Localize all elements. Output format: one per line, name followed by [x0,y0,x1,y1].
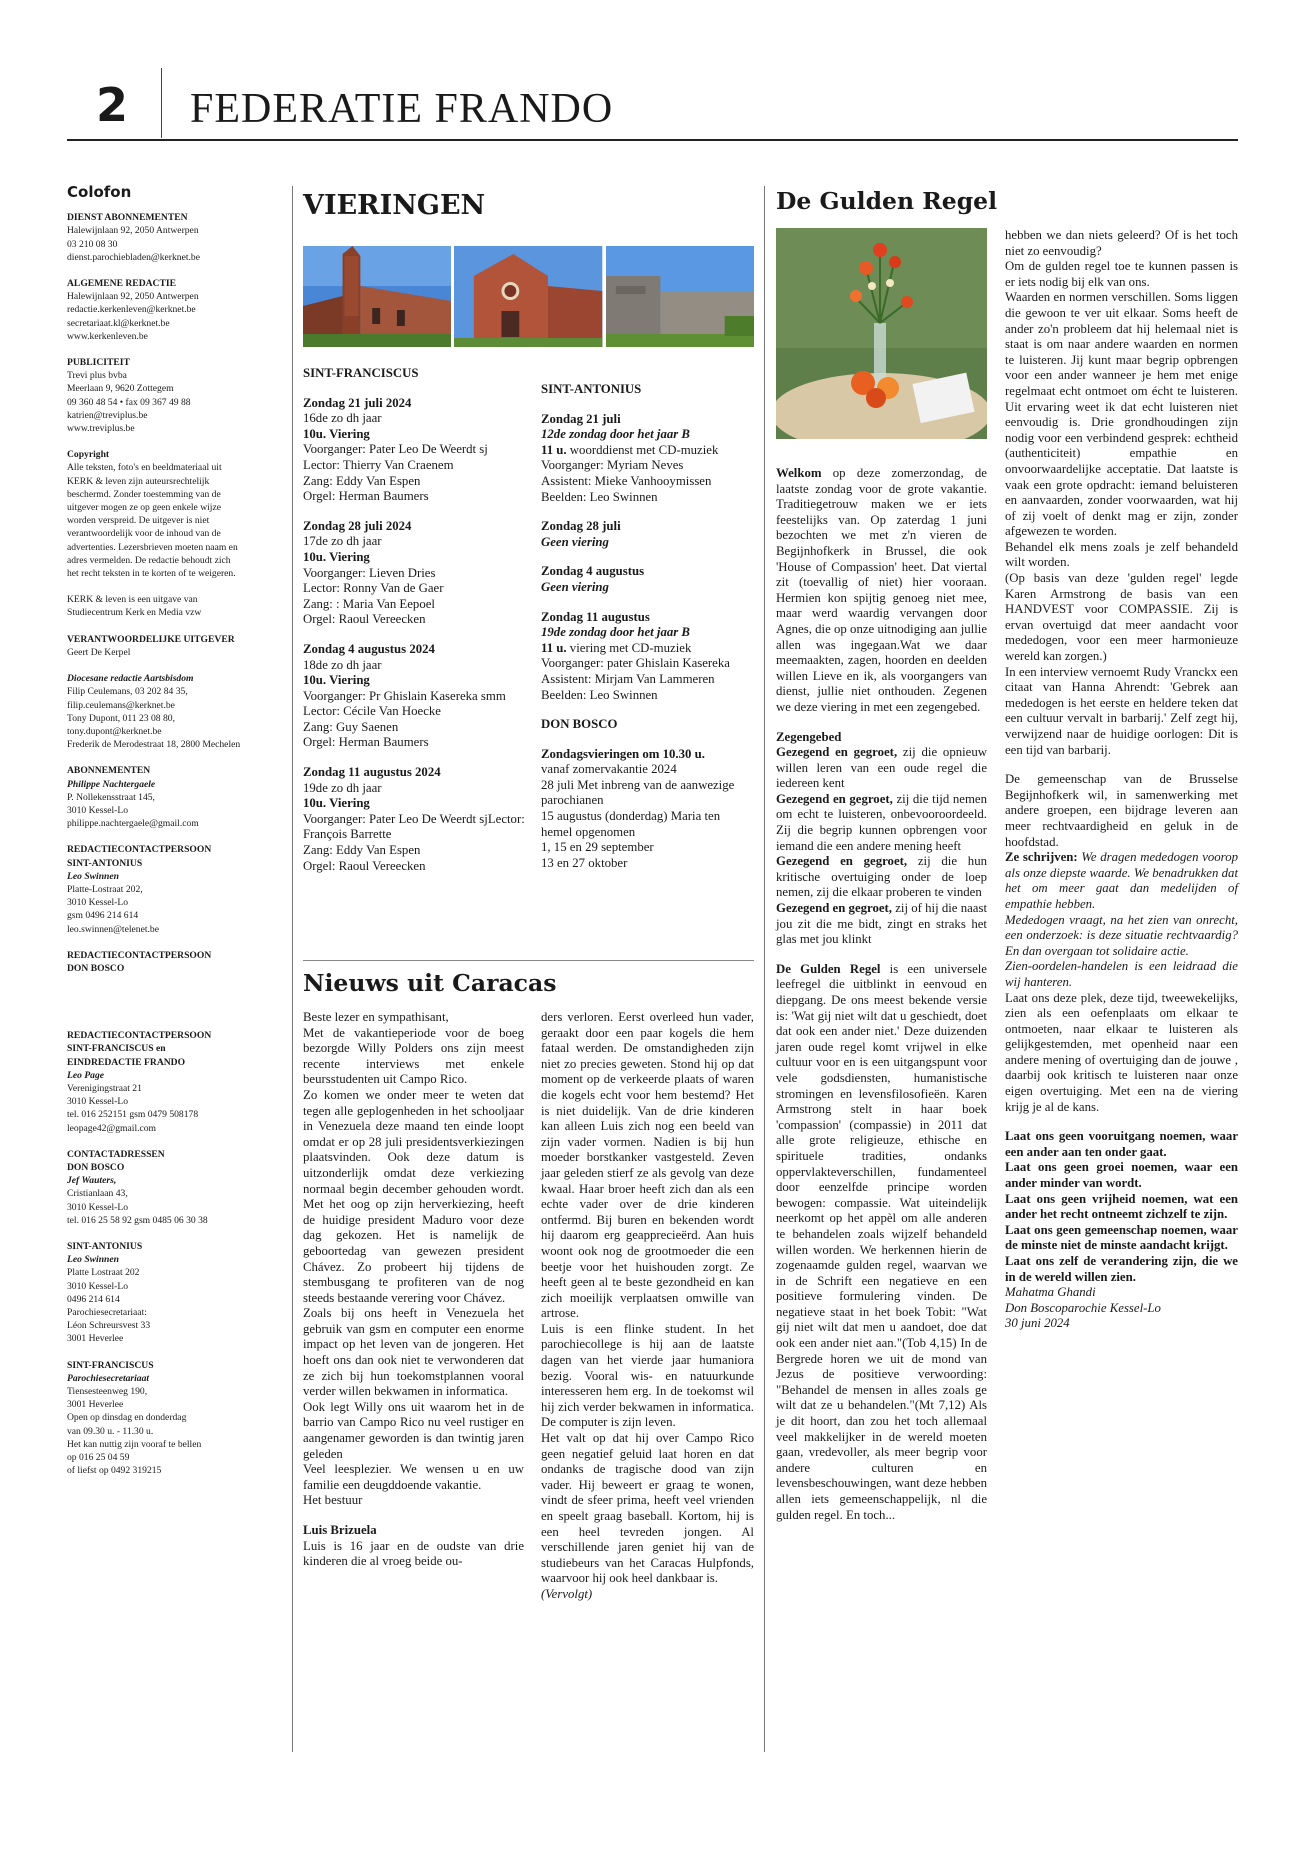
vieringen-paragraph: Zondag 4 augustus 2024 [303,641,435,656]
colofon-line: ALGEMENE REDACTIE [67,278,177,290]
colofon-body [67,211,272,1477]
colofon-line: Leo Page [67,1069,105,1081]
gulden-paragraph: Mahatma Ghandi [1005,1285,1096,1300]
vieringen-paragraph: 10u. Viering [303,673,370,688]
column-separator [764,186,765,1752]
church-photo-red-brick [454,246,602,347]
vieringen-paragraph: Voorganger: Pater Leo De Weerdt sjLector: François Barrette [303,811,525,842]
lead-in: Gezegend en gegroet, [776,854,908,869]
gulden-regel-column-left [776,466,987,1523]
colofon-line: katrien@treviplus.be [67,409,148,421]
colofon-block [67,1240,272,1346]
colofon-title: Colofon [67,183,132,201]
colofon-line: gsm 0496 214 614 [67,910,139,922]
colofon-line: of liefst op 0492 319215 [67,1465,162,1477]
colofon-block [67,593,272,619]
colofon-line: dienst.parochiebladen@kerknet.be [67,251,200,263]
gulden-paragraph: Laat ons geen vooruitgang noemen, waar een ander aan ten onder gaat. [1005,1129,1238,1159]
colofon-line: Léon Schreursvest 33 [67,1320,151,1332]
vieringen-paragraph: 19de zondag door het jaar B [541,625,690,640]
vieringen-paragraph: Beelden: Leo Swinnen [541,687,658,702]
lead-in: Gezegend en gegroet, [776,745,898,760]
vieringen-paragraph: Orgel: Herman Baumers [303,489,429,504]
church-photo-strip [303,246,754,347]
flower-vase-photo [776,228,987,439]
colofon-block [67,448,272,580]
colofon-line: beschermd. Zonder toestemming van de [67,488,221,500]
caracas-paragraph: Zo komen we onder meer te weten dat tegen alle geplogenheden in het schooljaar in Venezuela deze maand ten einde loopt omdat er op 28 juli presidentsverkiezingen plaatsvinden. Ook deze datum is uitzonderlijk omdat deze verkiezing normaal begin december gehouden wordt. Met het oog op zijn herverkiezing, heeft de huidige president Maduro voor deze dag gekozen. Het is namelijk de geboortedag van gewezen president Chávez. Zo probeert hij tijdens de stembusgang te profiteren van de nog steeds bestaande verering voor Chávez. [303,1087,524,1305]
colofon-line: tel. 016 25 58 92 gsm 0485 06 30 38 [67,1214,208,1226]
colofon-line: 3001 Heverlee [67,1399,124,1411]
caracas-paragraph: Luis is 16 jaar en de oudste van drie kinderen die al vroeg beide ou- [303,1538,524,1569]
paragraph-gap [303,628,525,642]
church-photo-brick-tower [303,246,451,347]
gulden-paragraph [776,901,987,948]
caracas-column-left [303,1010,524,1570]
colofon-line: DON BOSCO [67,1161,125,1173]
colofon-line: Cristianlaan 43, [67,1188,128,1200]
vieringen-paragraph: 16de zo dh jaar [303,411,382,426]
gulden-paragraph [776,792,987,854]
gulden-paragraph [1005,850,1238,912]
caracas-paragraph: Het valt op dat hij over Campo Rico geen negatief geluid laat horen en dat ondanks de tragische dood van zijn vader. Hij beweert er graag te wonen, vindt de sfeer prima, heeft veel vrienden en speelt graag baseball. Kortom, hij is een heel tevreden jongen. Al verschillende jaren geniet hij van de studiebeurs van het Caracas Hulpfonds, waarvoor hij ook heel dankbaar is. [541,1431,754,1586]
paragraph-text: zij die opnieuw willen leren van een oude regel die iedereen kent [776,745,987,791]
colofon-line: REDACTIECONTACTPERSOON [67,844,212,856]
vieringen-paragraph: Zondag 4 augustus [541,564,645,579]
colofon-line: DON BOSCO [67,962,125,974]
vieringen-paragraph: 1, 15 en 29 september [541,840,654,855]
column-separator [292,186,293,1752]
caracas-paragraph: (Vervolgt) [541,1586,593,1601]
header-separator [161,68,162,138]
paragraph-gap [541,550,754,564]
lead-in: Gezegend en gegroet, [776,901,893,916]
colofon-block [67,764,272,830]
paragraph-gap [541,398,754,412]
colofon-line: 0496 214 614 [67,1293,120,1305]
paragraph-gap [541,505,754,519]
colofon-line: Parochiesecretariaat: [67,1307,147,1319]
vieringen-paragraph: Zang: Guy Saenen [303,719,399,734]
paragraph-text: zij die tijd nemen om echt te luisteren, onbevooroordeeld. Zij die begrip kunnen opbrengen voor iemand die een andere mening heeft [776,791,987,853]
colofon-line: 3010 Kessel-Lo [67,804,129,816]
vieringen-paragraph: Beelden: Leo Swinnen [541,489,658,504]
caracas-column-right [541,1010,754,1603]
colofon-line: Meerlaan 9, 9620 Zottegem [67,383,174,395]
colofon-block [67,949,272,975]
gulden-paragraph: Zien-oordelen-handelen is een leidraad die wij hanteren. [1005,959,1238,989]
gulden-paragraph: Laat ons geen gemeenschap noemen, waar de minste niet de minste aandacht krijgt. [1005,1222,1238,1253]
vieringen-paragraph: Zondag 11 augustus [541,609,650,624]
time-label: 11 u. [541,442,567,457]
vieringen-paragraph: 28 juli Met inbreng van de aanwezige parochianen [541,777,735,808]
paragraph-gap [303,505,525,519]
vieringen-paragraph: Zondag 21 juli [541,411,621,426]
vieringen-paragraph: Zang: : Maria Van Eepoel [303,596,435,611]
vieringen-paragraph: Zang: Eddy Van Espen [303,473,421,488]
colofon-line: Diocesane redactie Aartsbisdom [67,673,194,685]
gulden-paragraph: Zegengebed [776,729,842,744]
colofon-line: Parochiesecretariaat [67,1372,150,1384]
gulden-paragraph: Behandel elk mens zoals je zelf behandeld wilt worden. [1005,539,1238,570]
vieringen-paragraph: Voorganger: Pr Ghislain Kasereka smm [303,688,506,703]
caracas-paragraph: Het bestuur [303,1493,363,1508]
vieringen-paragraph: Assistent: Mieke Vanhooymissen [541,473,712,488]
vieringen-paragraph: Voorganger: Lieven Dries [303,565,436,580]
vieringen-paragraph: 10u. Viering [303,549,370,564]
gulden-paragraph: Laat ons zelf de verandering zijn, die we in de wereld willen zien. [1005,1254,1238,1284]
gulden-paragraph [776,854,987,901]
vieringen-paragraph: SINT-ANTONIUS [541,382,642,396]
colofon-line: KERK & leven zijn auteursrechtelijk [67,475,210,487]
colofon-line: www.kerkenleven.be [67,330,148,342]
vieringen-paragraph: 12de zondag door het jaar B [541,427,690,442]
colofon-line: filip.ceulemans@kerknet.be [67,699,175,711]
caracas-title: Nieuws uit Caracas [303,969,557,997]
paragraph-gap [541,596,754,610]
colofon-line: Open op dinsdag en donderdag [67,1412,187,1424]
vieringen-paragraph: Zondag 28 juli 2024 [303,518,412,533]
colofon-line: Philippe Nachtergaele [67,778,156,790]
colofon-block [67,1029,272,1135]
colofon-line: Geert De Kerpel [67,646,131,658]
caracas-paragraph: Luis is een flinke student. In het parochiecollege is hij aan de laatste dagen van het vierde jaar humaniora bezig. Vooral wis- en natuurkunde interesseren hem erg. In de toekomst wil hij zich verder bekwamen in informatica. De computer is zijn leven. [541,1321,754,1430]
vieringen-paragraph: Geen viering [541,534,609,549]
colofon-line: P. Nollekensstraat 145, [67,791,155,803]
lead-in: Welkom [776,466,822,480]
colofon-line: secretariaat.kl@kerknet.be [67,317,170,329]
gulden-paragraph: Don Boscoparochie Kessel-Lo [1005,1300,1161,1315]
colofon-line: Alle teksten, foto's en beeldmateriaal uit [67,462,222,474]
colofon-line: leo.swinnen@telenet.be [67,923,159,935]
gulden-paragraph [776,466,987,716]
colofon-line: 03 210 08 30 [67,238,118,250]
colofon-line: Het kan nuttig zijn vooraf te bellen [67,1438,202,1450]
vieringen-paragraph: Voorganger: pater Ghislain Kasereka [541,656,730,671]
vieringen-title: VIERINGEN [303,190,486,221]
colofon-line: advertenties. Lezersbrieven moeten naam en [67,541,238,553]
vieringen-paragraph: vanaf zomervakantie 2024 [541,762,677,777]
colofon-line: REDACTIECONTACTPERSOON [67,1030,212,1042]
colofon-line: 3010 Kessel-Lo [67,1096,129,1108]
colofon-block [67,633,272,659]
colofon-line: Leo Swinnen [67,1254,119,1266]
colofon-line: tel. 016 252151 gsm 0479 508178 [67,1109,199,1121]
paragraph-text: woorddienst met CD-muziek [566,442,719,457]
colofon-line: CONTACTADRESSEN [67,1148,165,1160]
caracas-paragraph: Ook legt Willy ons uit waarom het in de barrio van Campo Rico nu veel rustiger en aangenamer geworden is dan twintig jaren geleden [303,1399,524,1461]
colofon-line: Jef Wauters, [67,1175,117,1187]
lead-in: De Gulden Regel [776,961,881,976]
colofon-line: Frederik de Merodestraat 18, 2800 Mechelen [67,739,241,751]
colofon-line: op 016 25 04 59 [67,1452,130,1464]
page-title: FEDERATIE FRANDO [190,86,614,132]
paragraph-gap [1005,1115,1238,1129]
section-rule [303,960,754,961]
paragraph-text: zij of hij die naast jou zit die me bidt, zingt en straks het glas met jou klinkt [776,901,987,947]
colofon-line: Filip Ceulemans, 03 202 84 35, [67,686,188,698]
colofon-block [67,1359,272,1478]
gulden-paragraph: Laat ons deze plek, deze tijd, tweewekelijks, zien als een oefenplaats om elkaar te ontmoeten, naar elkaar te luisteren als gelijkgestemden, met openheid naar een andere mening of overtuiging dan de jouwe , daarbij ook kritisch te luisteren naar onze eigen overtuiging. Met een na de viering krijg je al de kans. [1005,990,1238,1114]
gulden-paragraph: Mededogen vraagt, na het zien van onrecht, een onderzoek: is deze situatie rechtvaardig? En dan overgaan tot solidaire actie. [1005,912,1238,958]
gulden-paragraph: In een interview vernoemt Rudy Vranckx een citaat van Hanna Ahrendt: 'Gebrek aan mededogen is het eerste en heldere teken dat een cultuur vervalt in barbarij.' Zelf zegt hij, verwijzend naar de huidige oorlogen: Dit is een tijd van barbarij. [1005,664,1238,757]
vieringen-paragraph: Voorganger: Myriam Neves [541,458,684,473]
paragraph-text: We dragen mededogen voorop als onze diepste waarde. We benadrukken dat het om meer gaat dan medelijden of empathie hebben. [1005,850,1238,911]
colofon-line: adres vermelden. De redactie behoudt zich [67,554,231,566]
colofon-line: Platte Lostraat 202 [67,1267,140,1279]
colofon-line: REDACTIECONTACTPERSOON [67,949,212,961]
gulden-paragraph [776,745,987,792]
vieringen-sint-franciscus [303,366,525,874]
vieringen-paragraph [541,641,754,657]
colofon-line: verantwoordelijk voor de inhoud van de [67,528,221,540]
gulden-paragraph: Laat ons geen groei noemen, waar een ander minder van wordt. [1005,1160,1238,1191]
paragraph-gap [541,733,754,747]
vieringen-paragraph: Zondag 21 juli 2024 [303,395,412,410]
colofon-line: redactie.kerkenleven@kerknet.be [67,304,196,316]
church-photo-modern-gray [606,246,754,347]
colofon-line: Studiecentrum Kerk en Media vzw [67,607,202,619]
colofon-line: KERK & leven is een uitgave van [67,594,198,606]
colofon-block [67,843,272,935]
colofon-line: worden verspreid. De uitgever is niet [67,515,210,527]
gulden-paragraph: De gemeenschap van de Brusselse Begijnhofkerk wil, in samenwerking met andere groepen, een bijdrage leveren aan meer rechtvaardigheid en geluk in de hoofdstad. [1005,772,1238,849]
paragraph-gap [541,703,754,717]
lead-in: Ze schrijven: [1005,850,1078,865]
colofon-block [67,356,272,435]
gulden-paragraph: (Op basis van deze 'gulden regel' legde Karen Armstrong de basis van een HANDVEST voor COMPASSIE. Zij is ervan overtuigd dat meer aandacht voor mededogen, voor een meer harmonieuze wereld kan zorgen.) [1005,571,1238,664]
colofon-line: leopage42@gmail.com [67,1122,157,1134]
vieringen-paragraph [541,443,754,459]
colofon-line: van 09.30 u. - 11.30 u. [67,1425,154,1437]
colofon-column [67,183,272,1490]
vieringen-paragraph: SINT-FRANCISCUS [303,366,419,380]
vieringen-paragraph: Voorganger: Pater Leo De Weerdt sj [303,442,488,457]
caracas-paragraph: Luis Brizuela [303,1523,377,1537]
vieringen-paragraph: Zondagsvieringen om 10.30 u. [541,746,705,761]
gulden-paragraph [776,962,987,1523]
paragraph-text: zij die hun kritische overtuiging onder de loep nemen, zij die elkaar proberen te vinden [776,854,987,900]
vieringen-paragraph: Lector: Thierry Van Craenem [303,457,454,472]
colofon-line: Tiensesteenweg 190, [67,1386,148,1398]
caracas-paragraph: ders verloren. Eerst overleed hun vader, geraakt door een paar kogels die hem fataal werden. De omstandigheden zijn niet zo precies geweten. Stond hij op dat moment op de verkeerde plaats of waren die kogels echt voor hem bestemd? Het is niet duidelijk. Van de drie kinderen kan alleen Luis zich nog een beeld van zijn vader vormen. Nadien is bij hun moeder borstkanker vastgesteld. Zeven jaar geleden stierf ze als gevolg van deze kwaal. Haar broer heeft zich dan als een echte vader over de drie kinderen ontfermd. Bij buren en bekenden wordt hij daarom erg geapprecieërd. Aan huis woont ook nog de grootmoeder die een beetje voor het huishouden zorgt. Ze heeft geen al te beste gezondheid en kan zich moeilijk verplaatsen omwille van artrose. [541,1010,754,1321]
colofon-line: www.treviplus.be [67,423,135,435]
gulden-paragraph: Laat ons geen vrijheid noemen, wat een ander het recht ontneemt zichzelf te zijn. [1005,1191,1238,1222]
paragraph-gap [303,751,525,765]
colofon-line: Trevi plus bvba [67,370,127,382]
colofon-line: ABONNEMENTEN [67,765,151,777]
vieringen-paragraph: Orgel: Raoul Vereecken [303,612,426,627]
vieringen-paragraph: Orgel: Raoul Vereecken [303,858,426,873]
colofon-line: PUBLICITEIT [67,357,130,369]
paragraph-text: viering met CD-muziek [566,640,692,655]
vieringen-paragraph: Zang: Eddy Van Espen [303,843,421,858]
colofon-line: 09 360 48 54 • fax 09 367 49 88 [67,396,191,408]
caracas-paragraph: Veel leesplezier. We wensen u en uw familie een deugddoende vakantie. [303,1462,524,1492]
vieringen-paragraph: 13 en 27 oktober [541,855,628,870]
colofon-line: Halewijnlaan 92, 2050 Antwerpen [67,225,199,237]
paragraph-gap [303,1509,524,1523]
colofon-line: Halewijnlaan 92, 2050 Antwerpen [67,291,199,303]
colofon-line: uitgever mogen ze op geen enkele wijze [67,502,221,514]
vieringen-sint-antonius-don-bosco [541,382,754,871]
colofon-line: VERANTWOORDELIJKE UITGEVER [67,633,235,645]
vieringen-paragraph: Lector: Cécile Van Hoecke [303,704,441,719]
lead-in: Gezegend en gegroet, [776,791,893,806]
vieringen-paragraph: Assistent: Mirjam Van Lammeren [541,671,715,686]
gulden-paragraph: hebben we dan niets geleerd? Of is het toch niet zo eenvoudig? [1005,228,1238,258]
paragraph-gap [776,948,987,962]
gulden-regel-column-right [1005,228,1238,1332]
colofon-line: 3010 Kessel-Lo [67,1201,129,1213]
header-rule [67,139,1238,141]
vieringen-paragraph: 10u. Viering [303,796,370,811]
colofon-line: het recht teksten in te korten of te weigeren. [67,568,236,580]
colofon-block [67,1148,272,1227]
vieringen-paragraph: Zondag 28 juli [541,519,621,534]
colofon-line: SINT-FRANCISCUS en [67,1043,166,1055]
paragraph-text: op deze zomerzondag, de laatste zondag voor de grote vakantie. Traditiegetrouw maken we er iets feestelijks van. Op zaterdag 1 juni bezochten we met z'n vieren de Begijnhofkerk in Brussel, die ook 'House of Compassion' heet. Dat viertal zit (toevallig of niet) hier vooraan. Hermien kon spijtig genoeg niet mee, maar werd waardig vervangen door Agnes, die op onze uitnodiging aan jullie allen was ingegaan.Wat we daar meemaakten, zagen, hoorden en deelden willen Lieve en ik, als voorgangers van dienst, jullie niet onthouden. Zegenen we deze viering in met een zegengebed. [776,466,987,714]
colofon-line: Platte-Lostraat 202, [67,883,143,895]
colofon-block [67,672,272,751]
colofon-line: 3010 Kessel-Lo [67,1280,129,1292]
vieringen-paragraph: Lector: Ronny Van de Gaer [303,581,444,596]
colofon-line: 3001 Heverlee [67,1333,124,1345]
colofon-line: SINT-ANTONIUS [67,1241,143,1252]
colofon-line: Verenigingstraat 21 [67,1082,142,1094]
vieringen-paragraph: 10u. Viering [303,426,370,441]
vieringen-paragraph: Zondag 11 augustus 2024 [303,765,441,780]
vieringen-paragraph: 18de zo dh jaar [303,657,382,672]
colofon-line: Tony Dupont, 011 23 08 80, [67,712,175,724]
vieringen-paragraph: 19de zo dh jaar [303,780,382,795]
caracas-paragraph: Zoals bij ons heeft in Venezuela het gebruik van gsm en computer een enorme impact op het leven van de jongeren. Het hoeft ons dan ook niet te verwonderen dat ze zich bij hun toekomstplannen vooral verder willen bekwamen in informatica. [303,1306,524,1399]
gulden-regel-title: De Gulden Regel [776,187,998,215]
colofon-block [67,277,272,343]
colofon-line: Copyright [67,449,110,461]
colofon-line: tony.dupont@kerknet.be [67,725,162,737]
paragraph-gap [776,716,987,730]
gulden-paragraph: Om de gulden regel toe te kunnen passen is er iets nodig bij elk van ons. [1005,259,1238,289]
colofon-line: SINT-ANTONIUS [67,857,143,869]
gulden-paragraph: 30 juni 2024 [1005,1316,1070,1331]
colofon-line: EINDREDACTIE FRANDO [67,1056,186,1068]
gulden-paragraph: Waarden en normen verschillen. Soms liggen die gewoon te ver uit elkaar. Soms heeft de ander zo'n probleem dat hij helemaal niet is staat is om naar andere waarden en normen te luisteren. Jij kunt maar begrip opbrengen voor een ander wanneer je hem met enige regelmaat echt ontmoet om écht te luisteren. Uit ervaring weet ik dat echt luisteren niet eenvoudig is. Drie grondhoudingen zijn nodig voor een verbindend gesprek: echtheid (authenticiteit) empathie en onvoorwaardelijke acceptatie. Dat laatste is vaak een grote opdracht: iemand beluisteren en aanvaarden, zonder voorwaarden, wat hij of zij voelt of denkt mag er zijn, zonder afgewezen te worden. [1005,290,1238,539]
vieringen-paragraph: Orgel: Herman Baumers [303,735,429,750]
vieringen-paragraph: 15 augustus (donderdag) Maria ten hemel opgenomen [541,809,721,839]
caracas-paragraph: Met de vakantieperiode voor de boeg bezorgde Willy Polders ons zijn meest recente interviews met enkele beursstudenten uit Campo Rico. [303,1025,524,1087]
colofon-line: SINT-FRANCISCUS [67,1359,154,1371]
page-number: 2 [96,78,129,132]
colofon-block [67,211,272,264]
colofon-line: 3010 Kessel-Lo [67,897,129,909]
paragraph-text: is een universele leefregel die uitblinkt in eenvoud en diepgang. De ons meest bekende versie is: 'Wat gij niet wilt dat u geschiedt, doet dat ook een ander niet.' Deze duizenden jaren oude regel komt vrijwel in elke cultuur voor en is een uitgangspunt voor vele godsdiensten, humanistische stromingen en levensfilosofieën. Karen Armstrong stelt in haar boek 'compassion' (compassie) in 2011 dat alle grote religieuze, ethische en spirituele tradities, ondanks oppervlakteverschillen, fundamenteel door eenzelfde principe worden bewogen: compassie. Wat uiteindelijk neerkomt op het appèl om alle anderen te behandelen zoals wijzelf behandeld willen worden. We herkennen hierin de zogenaamde gulden regel, waarvan we in de Schrift een negatieve en een positieve formulering vinden. De negatieve staat in het boek Tobit: "Wat gij niet wilt dat men u aandoet, doe dat ook een ander niet aan."(Tob 4,15) In de Bergrede horen we uit de mond van Jezus de positieve verwoording: "Behandel de mensen in alles zoals ge wilt dat ze u behandelen."(Mt 7,12) Als je dit hoort, dan zou het toch allemaal veel makkelijker in de wereld moeten gaan, vredevoller, als meer begrip voor andere culturen en levensbeschouwingen, want deze hebben allen iets gemeenschappelijk, nl die gulden regel. En toch... [776,961,987,1522]
paragraph-gap [1005,758,1238,772]
colofon-line: philippe.nachtergaele@gmail.com [67,818,199,830]
time-label: 11 u. [541,640,567,655]
paragraph-gap [303,382,525,396]
vieringen-paragraph: DON BOSCO [541,717,618,732]
caracas-paragraph: Beste lezer en sympathisant, [303,1010,449,1024]
vieringen-paragraph: 17de zo dh jaar [303,534,382,549]
colofon-line: DIENST ABONNEMENTEN [67,212,188,224]
colofon-line: Leo Swinnen [67,870,119,882]
vieringen-paragraph: Geen viering [541,579,609,594]
